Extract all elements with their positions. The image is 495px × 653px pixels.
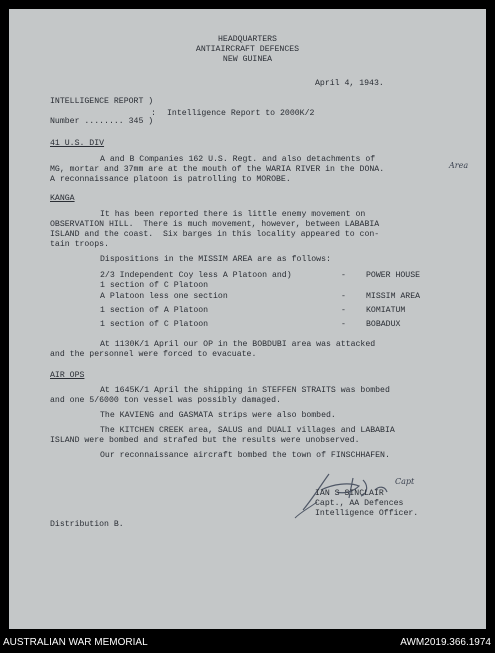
disposition-unit-1: 2/3 Independent Coy less A Platoon and) <box>100 271 292 280</box>
header-line-2: ANTIAIRCRAFT DEFENCES <box>195 45 300 54</box>
dispositions-intro: Dispositions in the MISSIM AREA are as follows: <box>100 255 331 264</box>
document-date: April 4, 1943. <box>315 79 384 88</box>
div41-line-2: MG, mortar and 37mm are at the mouth of the WARIA RIVER in the DONA. <box>50 165 385 174</box>
report-to: Intelligence Report to 2000K/2 <box>167 109 315 118</box>
kanga-line-3: ISLAND and the coast. Six barges in this locality appeared to con- <box>50 230 380 239</box>
airops-para-3b: ISLAND were bombed and strafed but the results were unobserved. <box>50 436 360 445</box>
document-page <box>9 9 486 629</box>
header-line-3: NEW GUINEA <box>222 55 273 64</box>
airops-para-2: The KAVIENG and GASMATA strips were also bombed. <box>100 411 336 420</box>
airops-line-1: At 1645K/1 April the shipping in STEFFEN STRAITS was bombed <box>100 386 390 395</box>
signatory-rank: Capt., AA Defences <box>315 499 404 508</box>
kanga-line-1: It has been reported there is little enemy movement on <box>100 210 366 219</box>
div41-line-1: A and B Companies 162 U.S. Regt. and also detachments of <box>100 155 376 164</box>
airops-para-4: Our reconnaissance aircraft bombed the town of FINSCHHAFEN. <box>100 451 390 460</box>
section-heading-kanga: KANGA <box>50 194 75 203</box>
disposition-dash-4: - <box>341 320 346 329</box>
disposition-unit-3: 1 section of A Platoon <box>100 306 209 315</box>
div41-line-3: A reconnaissance platoon is patrolling to MOROBE. <box>50 175 291 184</box>
handwritten-rank: Capt <box>395 477 415 486</box>
airops-para-3a: The KITCHEN CREEK area, SALUS and DUALI villages and LABABIA <box>100 426 395 435</box>
footer-institution: AUSTRALIAN WAR MEMORIAL <box>3 637 148 648</box>
handwritten-note: Area <box>449 161 469 170</box>
kanga-after-1: At 1130K/1 April our OP in the BOBDUBI area was attacked <box>100 340 376 349</box>
disposition-unit-4: 1 section of C Platoon <box>100 320 209 329</box>
distribution-line: Distribution B. <box>50 520 124 529</box>
header-line-1: HEADQUARTERS <box>218 35 277 44</box>
disposition-unit-2: A Platoon less one section <box>100 292 228 301</box>
section-heading-41-div: 41 U.S. DIV <box>50 139 105 148</box>
disposition-place-1: POWER HOUSE <box>366 271 421 280</box>
disposition-place-4: BOBADUX <box>366 320 401 329</box>
kanga-after-2: and the personnel were forced to evacuate. <box>50 350 257 359</box>
airops-line-2: and one 5/6000 ton vessel was possibly damaged. <box>50 396 281 405</box>
signatory-name: IAN S SINCLAIR <box>315 489 384 498</box>
disposition-place-2: MISSIM AREA <box>366 292 421 301</box>
signatory-title: Intelligence Officer. <box>315 509 419 518</box>
disposition-dash-2: - <box>341 292 346 301</box>
section-heading-air-ops: AIR OPS <box>50 371 85 380</box>
report-colon: : <box>151 109 156 118</box>
disposition-dash-1: - <box>341 271 346 280</box>
kanga-line-2: OBSERVATION HILL. There is much movement, however, between LABABIA <box>50 220 380 229</box>
kanga-line-4: tain troops. <box>50 240 109 249</box>
disposition-place-3: KOMIATUM <box>366 306 406 315</box>
archive-footer <box>0 633 495 653</box>
report-number: Number ........ 345 ) <box>50 117 154 126</box>
report-label: INTELLIGENCE REPORT ) <box>50 97 154 106</box>
disposition-dash-3: - <box>341 306 346 315</box>
disposition-unit-1b: 1 section of C Platoon <box>100 281 209 290</box>
footer-accession: AWM2019.366.1974 <box>400 637 491 648</box>
